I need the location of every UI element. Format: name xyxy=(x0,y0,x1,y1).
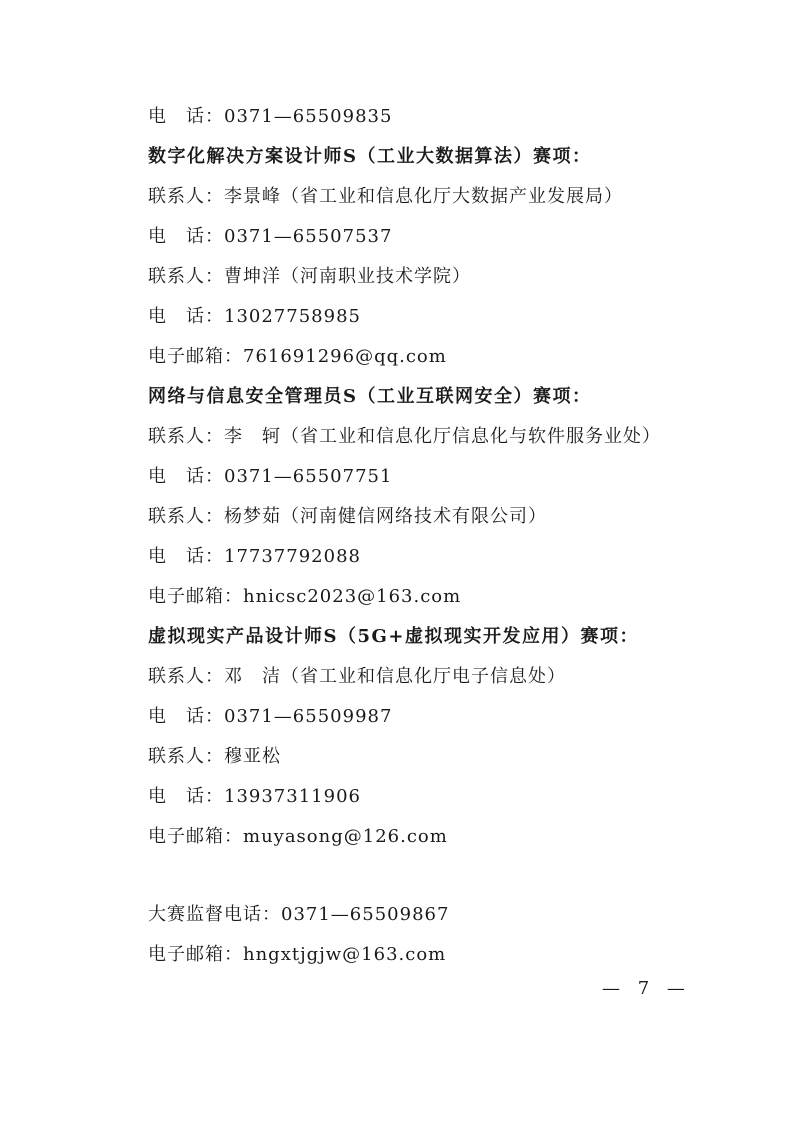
contact-person-line: 联系人：穆亚松 xyxy=(148,746,281,767)
contact-person-line: 联系人：邓 洁（省工业和信息化厅电子信息处） xyxy=(148,666,566,687)
contact-email-line: 电子邮箱：muyasong@126.com xyxy=(148,826,448,847)
contact-person-line: 联系人：杨梦茹（河南健信网络技术有限公司） xyxy=(148,506,547,527)
contact-phone-line: 电 话：0371—65507537 xyxy=(148,226,393,247)
contact-phone-line: 电 话：13027758985 xyxy=(148,306,361,327)
contact-person-line: 联系人：李 轲（省工业和信息化厅信息化与软件服务业处） xyxy=(148,426,661,447)
section-heading-virtual-reality: 虚拟现实产品设计师S（5G+虚拟现实开发应用）赛项： xyxy=(148,626,639,647)
section-heading-digital-solution: 数字化解决方案设计师S（工业大数据算法）赛项： xyxy=(148,146,592,167)
contact-phone-line: 电 话：0371—65509835 xyxy=(148,106,393,127)
supervision-email-line: 电子邮箱：hngxtjgjw@163.com xyxy=(148,944,447,965)
contact-person-line: 联系人：李景峰（省工业和信息化厅大数据产业发展局） xyxy=(148,186,623,207)
contact-email-line: 电子邮箱：761691296@qq.com xyxy=(148,346,447,367)
contact-phone-line: 电 话：13937311906 xyxy=(148,786,361,807)
supervision-phone-line: 大赛监督电话：0371—65509867 xyxy=(148,904,450,925)
contact-email-line: 电子邮箱：hnicsc2023@163.com xyxy=(148,586,462,607)
section-heading-network-security: 网络与信息安全管理员S（工业互联网安全）赛项： xyxy=(148,386,592,407)
contact-phone-line: 电 话：17737792088 xyxy=(148,546,361,567)
contact-phone-line: 电 话：0371—65509987 xyxy=(148,706,393,727)
contact-person-line: 联系人：曹坤洋（河南职业技术学院） xyxy=(148,266,471,287)
page-number: — 7 — xyxy=(602,978,691,999)
contact-phone-line: 电 话：0371—65507751 xyxy=(148,466,393,487)
